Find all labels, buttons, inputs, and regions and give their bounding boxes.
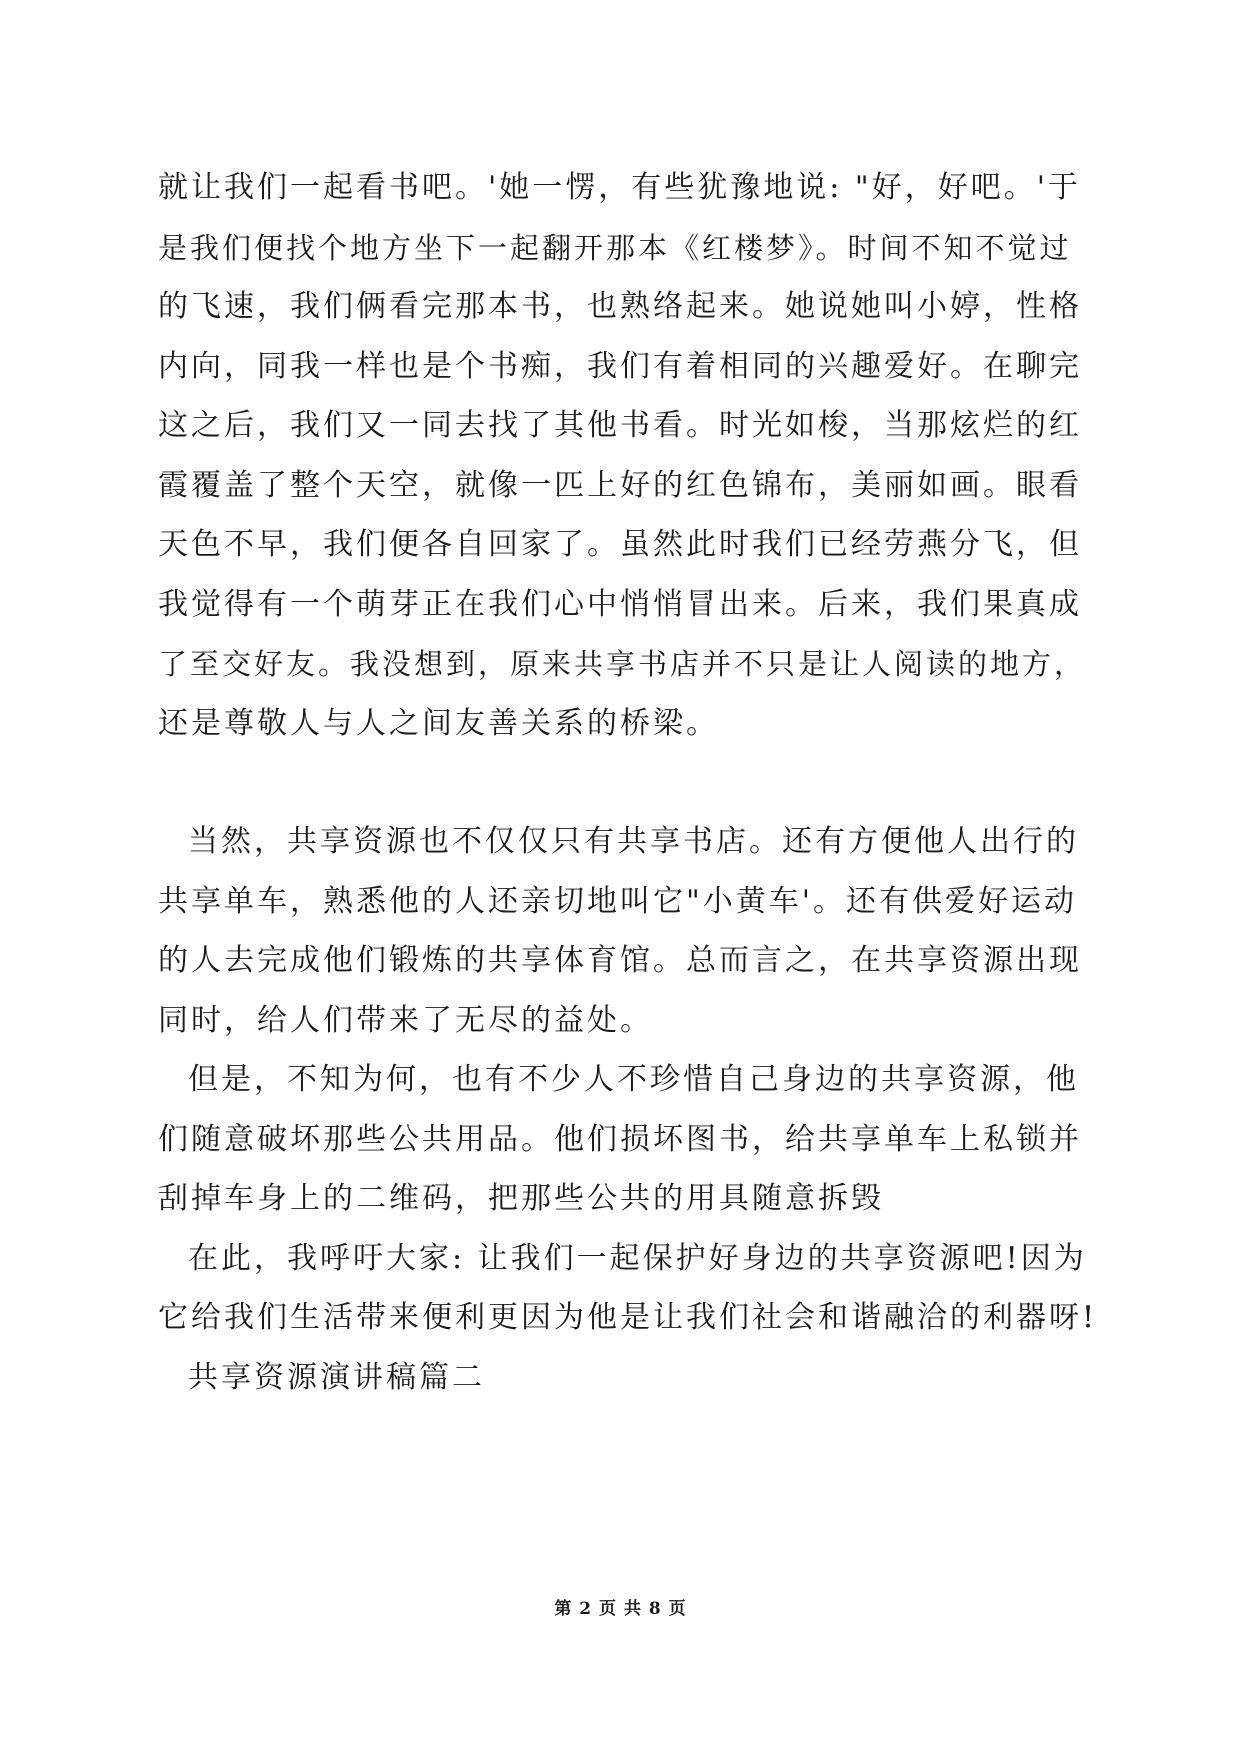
section-heading: 共享资源演讲稿篇二 (188, 1360, 485, 1395)
paragraph-3-line-2: 们随意破坏那些公共用品。他们损坏图书，给共享单车上私锁并 (158, 1122, 1082, 1157)
paragraph-2-line-2: 共享单车，熟悉他的人还亲切地叫它"小黄车'。还有供爱好运动 (158, 884, 1078, 919)
paragraph-1-line-10: 还是尊敬人与人之间友善关系的桥梁。 (158, 706, 719, 741)
paragraph-1-line-8: 我觉得有一个萌芽正在我们心中悄悄冒出来。后来，我们果真成 (158, 587, 1082, 622)
paragraph-1-line-7: 天色不早，我们便各自回家了。虽然此时我们已经劳燕分飞，但 (158, 527, 1082, 562)
paragraph-1-line-2: 是我们便找个地方坐下一起翻开那本《红楼梦》。时间不知不觉过 (158, 231, 1072, 265)
paragraph-1-line-5: 这之后，我们又一同去找了其他书看。时光如梭，当那炫烂的红 (158, 408, 1082, 443)
paragraph-1-line-6: 霞覆盖了整个天空，就像一匹上好的红色锦布，美丽如画。眼看 (158, 468, 1082, 503)
paragraph-1-line-3: 的飞速，我们俩看完那本书，也熟络起来。她说她叫小婷，性格 (158, 289, 1082, 324)
page-number-footer: 第 2 页 共 8 页 (554, 1599, 687, 1619)
paragraph-4-line-1: 在此，我呼吁大家: 让我们一起保护好身边的共享资源吧!因为 (188, 1241, 1087, 1276)
paragraph-4-line-2: 它给我们生活带来便利更因为他是让我们社会和谐融洽的利器呀! (158, 1300, 1098, 1335)
paragraph-3-line-1: 但是，不知为何，也有不少人不珍惜自己身边的共享资源，他 (188, 1062, 1079, 1097)
paragraph-1-line-4: 内向，同我一样也是个书痴，我们有着相同的兴趣爱好。在聊完 (158, 349, 1082, 384)
paragraph-2-line-4: 同时，给人们带来了无尽的益处。 (158, 1003, 653, 1038)
paragraph-1-line-9: 了至交好友。我没想到，原来共享书店并不只是让人阅读的地方， (158, 647, 1087, 681)
paragraph-1-line-1: 就让我们一起看书吧。'她一愣，有些犹豫地说: "好，好吧。'于 (158, 170, 1081, 205)
paragraph-2-line-1: 当然，共享资源也不仅仅只有共享书店。还有方便他人出行的 (188, 824, 1079, 859)
paragraph-3-line-3: 刮掉车身上的二维码，把那些公共的用具随意拆毁 (158, 1181, 884, 1216)
paragraph-2-line-3: 的人去完成他们锻炼的共享体育馆。总而言之，在共享资源出现 (158, 943, 1082, 978)
